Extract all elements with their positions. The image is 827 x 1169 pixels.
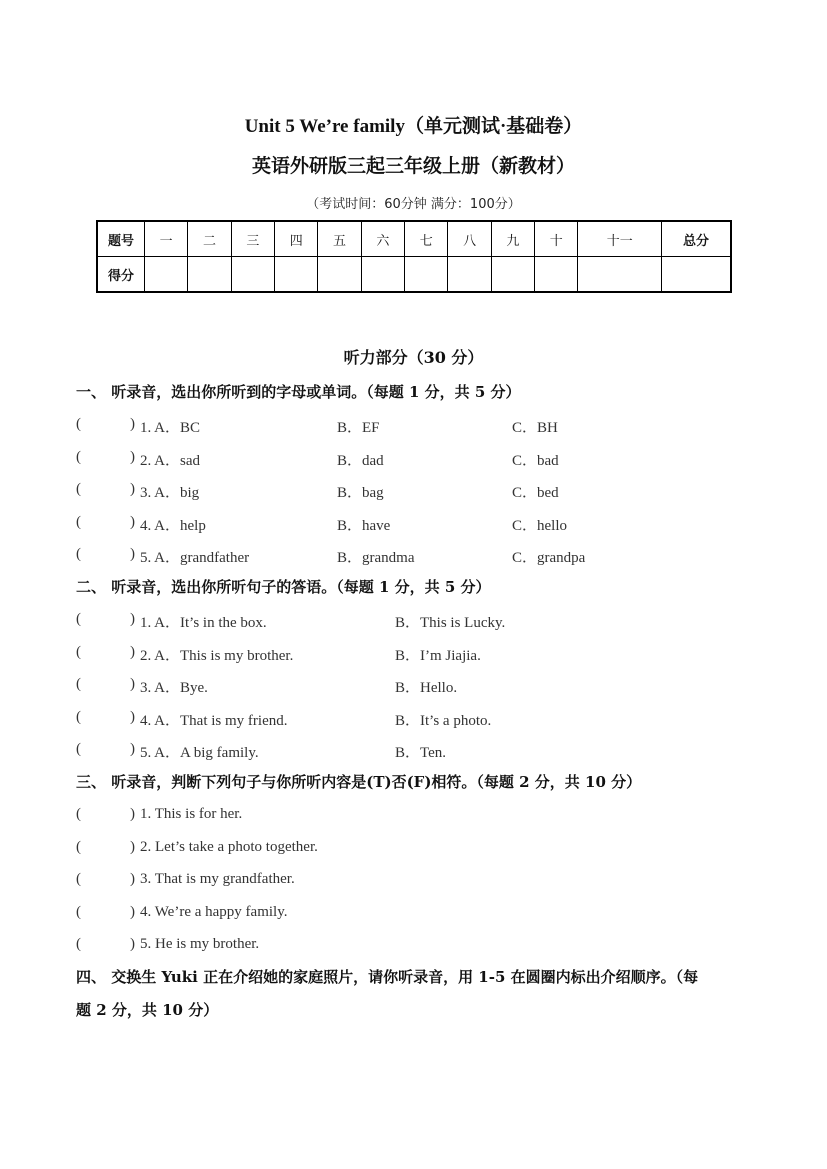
- score-cell: [405, 257, 448, 293]
- statement: 4. We’re a happy family.: [140, 904, 288, 920]
- score-cell: [188, 257, 231, 293]
- option-a: 4. A．That is my friend.: [140, 713, 288, 729]
- answer-paren-left: (: [76, 481, 81, 497]
- answer-paren-right: ): [130, 611, 135, 627]
- statement: 1. This is for her.: [140, 806, 243, 822]
- score-cell: [448, 257, 491, 293]
- part3-item: [76, 904, 756, 928]
- option-a: 3. A．big: [140, 485, 200, 501]
- score-col: 六: [361, 221, 404, 257]
- score-col: 二: [188, 221, 231, 257]
- part2-item: [76, 676, 756, 700]
- score-col: 三: [231, 221, 274, 257]
- answer-paren-left: (: [76, 741, 81, 757]
- option-a: 3. A．Bye.: [140, 680, 208, 696]
- score-table-score-row: [97, 257, 731, 293]
- exam-info: （考试时间：60分钟 满分：100分）: [306, 197, 521, 212]
- option-c: C．bed: [512, 485, 559, 501]
- score-cell: [318, 257, 361, 293]
- document-subtitle: 英语外研版三起三年级上册（新教材）: [251, 156, 575, 177]
- score-col: 九: [491, 221, 534, 257]
- answer-paren-right: ): [130, 806, 135, 822]
- part1-item: [76, 514, 756, 538]
- option-b: B．Ten.: [395, 745, 447, 761]
- document-title: Unit 5 We’re family（单元测试·基础卷）: [244, 116, 583, 137]
- part2-item: [76, 611, 756, 635]
- score-col: 五: [318, 221, 361, 257]
- part3-item: [76, 871, 756, 895]
- answer-paren-right: ): [130, 644, 135, 660]
- answer-paren-right: ): [130, 416, 135, 432]
- option-c: C．grandpa: [512, 550, 586, 566]
- part2-heading: 二、 听录音，选出你所听句子的答语。（每题 1 分，共 5 分）: [76, 578, 491, 596]
- score-cell: [491, 257, 534, 293]
- answer-paren-left: (: [76, 871, 81, 887]
- answer-paren-left: (: [76, 676, 81, 692]
- score-col: 八: [448, 221, 491, 257]
- part3-heading: 三、 听录音，判断下列句子与你所听内容是(T)否(F)相符。（每题 2 分，共 10 分）: [76, 773, 642, 791]
- part3-item: [76, 936, 756, 960]
- answer-paren-right: ): [130, 546, 135, 562]
- answer-paren-left: (: [76, 514, 81, 530]
- option-b: B．This is Lucky.: [395, 615, 506, 631]
- score-cell: [145, 257, 188, 293]
- option-a: 4. A．help: [140, 518, 206, 534]
- answer-paren-left: (: [76, 416, 81, 432]
- option-b: B．grandma: [337, 550, 415, 566]
- answer-paren-left: (: [76, 611, 81, 627]
- part1-item: [76, 449, 756, 473]
- answer-paren-left: (: [76, 839, 81, 855]
- option-c: C．hello: [512, 518, 567, 534]
- answer-paren-left: (: [76, 546, 81, 562]
- listening-section-title: 听力部分（30 分）: [343, 348, 484, 367]
- answer-paren-left: (: [76, 449, 81, 465]
- part1-item: [76, 546, 756, 570]
- statement: 2. Let’s take a photo together.: [140, 839, 318, 855]
- score-col: 十: [535, 221, 578, 257]
- option-c: C．bad: [512, 453, 559, 469]
- part3-item: [76, 806, 756, 830]
- score-col: 七: [405, 221, 448, 257]
- score-table-row1-label: 题号: [97, 221, 145, 257]
- score-cell: [231, 257, 274, 293]
- option-b: B．have: [337, 518, 391, 534]
- answer-paren-right: ): [130, 741, 135, 757]
- answer-paren-left: (: [76, 904, 81, 920]
- option-b: B．I’m Jiajia.: [395, 648, 481, 664]
- score-col: 一: [145, 221, 188, 257]
- part2-item: [76, 644, 756, 668]
- score-cell: [578, 257, 662, 293]
- answer-paren-right: ): [130, 676, 135, 692]
- answer-paren-left: (: [76, 709, 81, 725]
- option-b: B．dad: [337, 453, 384, 469]
- part2-item: [76, 741, 756, 765]
- option-a: 1. A．It’s in the box.: [140, 615, 267, 631]
- score-cell: [361, 257, 404, 293]
- part1-item: [76, 481, 756, 505]
- part4-heading: 四、 交换生 Yuki 正在介绍她的家庭照片，请你听录音，用 1-5 在圆圈内标出介绍顺序。（每: [76, 968, 699, 986]
- score-table-row2-label: 得分: [97, 257, 145, 293]
- option-a: 2. A．This is my brother.: [140, 648, 294, 664]
- answer-paren-right: ): [130, 514, 135, 530]
- part4-heading-cont: 题 2 分，共 10 分）: [76, 1001, 219, 1019]
- option-a: 1. A．BC: [140, 420, 201, 436]
- part1-heading: 一、 听录音，选出你所听到的字母或单词。（每题 1 分，共 5 分）: [76, 383, 521, 401]
- part1-item: [76, 416, 756, 440]
- statement: 5. He is my brother.: [140, 936, 260, 952]
- score-cell: [535, 257, 578, 293]
- option-c: C．BH: [512, 420, 558, 436]
- score-col: 十一: [578, 221, 662, 257]
- statement: 3. That is my grandfather.: [140, 871, 295, 887]
- score-table: [96, 220, 732, 293]
- score-table-header-row: [97, 221, 731, 257]
- option-b: B．It’s a photo.: [395, 713, 492, 729]
- answer-paren-right: ): [130, 871, 135, 887]
- answer-paren-left: (: [76, 806, 81, 822]
- answer-paren-right: ): [130, 904, 135, 920]
- answer-paren-right: ): [130, 481, 135, 497]
- answer-paren-right: ): [130, 936, 135, 952]
- option-b: B．EF: [337, 420, 380, 436]
- option-a: 5. A．grandfather: [140, 550, 250, 566]
- answer-paren-left: (: [76, 644, 81, 660]
- score-cell: [275, 257, 318, 293]
- option-b: B．Hello.: [395, 680, 458, 696]
- part3-item: [76, 839, 756, 863]
- answer-paren-left: (: [76, 936, 81, 952]
- option-a: 2. A．sad: [140, 453, 201, 469]
- option-b: B．bag: [337, 485, 384, 501]
- option-a: 5. A．A big family.: [140, 745, 259, 761]
- answer-paren-right: ): [130, 449, 135, 465]
- score-col: 四: [275, 221, 318, 257]
- score-total-label: 总分: [662, 221, 732, 257]
- answer-paren-right: ): [130, 709, 135, 725]
- answer-paren-right: ): [130, 839, 135, 855]
- score-cell: [662, 257, 732, 293]
- part2-item: [76, 709, 756, 733]
